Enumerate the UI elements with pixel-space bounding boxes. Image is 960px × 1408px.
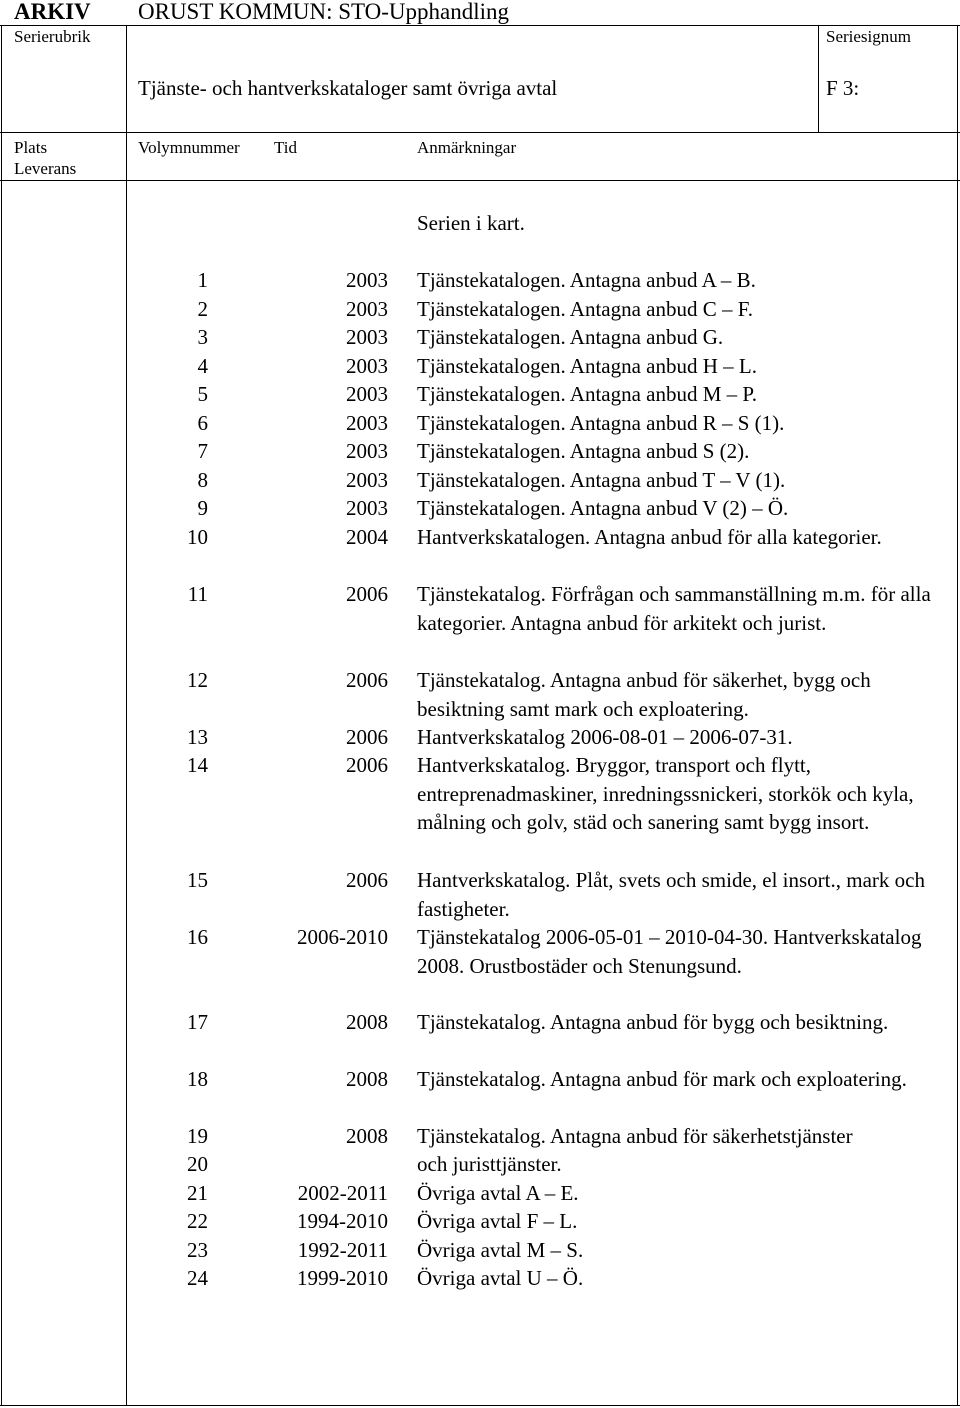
remark-text: Tjänstekatalogen. Antagna anbud V (2) – Ö. [417, 496, 789, 520]
volume-number: 8 [197, 468, 208, 492]
volume-number: 5 [197, 382, 208, 406]
time-period: 2003 [346, 354, 388, 378]
time-period: 2003 [346, 268, 388, 292]
time-period: 2002-2011 [297, 1181, 388, 1205]
volume-number: 6 [197, 411, 208, 435]
remark-text: Övriga avtal M – S. [417, 1238, 584, 1262]
remark-text: Tjänstekatalogen. Antagna anbud R – S (1). [417, 411, 785, 435]
col-volymnummer: Volymnummer [138, 138, 240, 157]
time-period: 2003 [346, 297, 388, 321]
remark-text: Tjänstekatalogen. Antagna anbud A – B. [417, 268, 756, 292]
volume-number: 3 [197, 325, 208, 349]
remark-text: Tjänstekatalog 2006-05-01 – 2010-04-30. Hantverkskatalog 2008. Orustbostäder och Stenungsund. [417, 925, 922, 978]
remark-text: Hantverkskatalog. Bryggor, transport och flytt, entreprenadmaskiner, inredningssnickeri, storkök och kyla, målning och golv, städ och sanering samt bygg insort. [417, 753, 914, 834]
col-leverans: Leverans [14, 159, 77, 178]
plats-divider [126, 25, 127, 1406]
columns-bottom-line [0, 180, 960, 181]
series-note: Serien i kart. [417, 211, 525, 235]
volume-number: 23 [187, 1238, 208, 1262]
volume-number: 7 [197, 439, 208, 463]
remark-text: Tjänstekatalog. Antagna anbud för säkerhetstjänster [417, 1124, 853, 1148]
seriesignum-value: F 3: [826, 76, 860, 100]
volume-number: 21 [187, 1181, 208, 1205]
time-period: 2003 [346, 439, 388, 463]
remark-text: Tjänstekatalog. Antagna anbud för mark och exploatering. [417, 1067, 907, 1091]
arkiv-title: ORUST KOMMUN: STO-Upphandling [138, 0, 510, 24]
remark-text: Tjänstekatalogen. Antagna anbud H – L. [417, 354, 757, 378]
volume-number: 4 [197, 354, 208, 378]
arkiv-label: ARKIV [14, 0, 91, 24]
volume-number: 16 [187, 925, 208, 949]
time-period: 2006 [346, 582, 388, 606]
volume-number: 18 [187, 1067, 208, 1091]
volume-number: 17 [187, 1010, 208, 1034]
volume-number: 15 [187, 868, 208, 892]
col-tid: Tid [274, 138, 298, 157]
volume-number: 11 [187, 582, 208, 606]
remark-text: Hantverkskatalog 2006-08-01 – 2006-07-31. [417, 725, 793, 749]
volume-number: 19 [187, 1124, 208, 1148]
signum-divider [818, 25, 819, 133]
remark-text: Övriga avtal A – E. [417, 1181, 579, 1205]
time-period: 2006 [346, 868, 388, 892]
remark-text: Övriga avtal U – Ö. [417, 1266, 584, 1290]
time-period: 2003 [346, 496, 388, 520]
serierubrik-value: Tjänste- och hantverkskataloger samt övriga avtal [138, 76, 558, 100]
header-top-line [0, 25, 960, 26]
time-period: 1999-2010 [297, 1266, 388, 1290]
volume-number: 1 [197, 268, 208, 292]
remark-text: Hantverkskatalogen. Antagna anbud för alla kategorier. [417, 525, 882, 549]
remark-text: Hantverkskatalog. Plåt, svets och smide, el insort., mark och fastigheter. [417, 868, 925, 921]
time-period: 2003 [346, 382, 388, 406]
header-bottom-line [0, 132, 960, 133]
col-anmarkningar: Anmärkningar [417, 138, 517, 157]
left-border [1, 25, 2, 1406]
volume-number: 13 [187, 725, 208, 749]
volume-number: 12 [187, 668, 208, 692]
remark-text: Tjänstekatalogen. Antagna anbud T – V (1). [417, 468, 786, 492]
time-period: 1992-2011 [297, 1238, 388, 1262]
remark-text: Tjänstekatalogen. Antagna anbud G. [417, 325, 724, 349]
remark-text: Tjänstekatalog. Förfrågan och sammanställning m.m. för alla kategorier. Antagna anbud för arkitekt och jurist. [417, 582, 931, 635]
volume-number: 22 [187, 1209, 208, 1233]
time-period: 2003 [346, 468, 388, 492]
remark-text: Tjänstekatalogen. Antagna anbud C – F. [417, 297, 753, 321]
seriesignum-label: Seriesignum [826, 27, 911, 46]
right-border [957, 25, 958, 1406]
volume-number: 9 [197, 496, 208, 520]
remark-text: Tjänstekatalog. Antagna anbud för säkerhet, bygg och besiktning samt mark och exploatering. [417, 668, 871, 721]
page-bottom-line [0, 1405, 960, 1406]
time-period: 2008 [346, 1010, 388, 1034]
time-period: 2008 [346, 1067, 388, 1091]
volume-number: 14 [187, 753, 208, 777]
remark-text: och juristtjänster. [417, 1152, 562, 1176]
time-period: 2003 [346, 325, 388, 349]
time-period: 2003 [346, 411, 388, 435]
time-period: 2006-2010 [297, 925, 388, 949]
time-period: 2006 [346, 668, 388, 692]
serierubrik-label: Serierubrik [14, 27, 91, 46]
time-period: 2004 [346, 525, 388, 549]
col-plats: Plats [14, 138, 48, 157]
volume-number: 10 [187, 525, 208, 549]
remark-text: Tjänstekatalogen. Antagna anbud M – P. [417, 382, 758, 406]
volume-number: 20 [187, 1152, 208, 1176]
remark-text: Tjänstekatalogen. Antagna anbud S (2). [417, 439, 750, 463]
time-period: 1994-2010 [297, 1209, 388, 1233]
volume-number: 24 [187, 1266, 208, 1290]
remark-text: Tjänstekatalog. Antagna anbud för bygg och besiktning. [417, 1010, 889, 1034]
time-period: 2006 [346, 753, 388, 777]
time-period: 2008 [346, 1124, 388, 1148]
time-period: 2006 [346, 725, 388, 749]
volume-number: 2 [197, 297, 208, 321]
remark-text: Övriga avtal F – L. [417, 1209, 578, 1233]
